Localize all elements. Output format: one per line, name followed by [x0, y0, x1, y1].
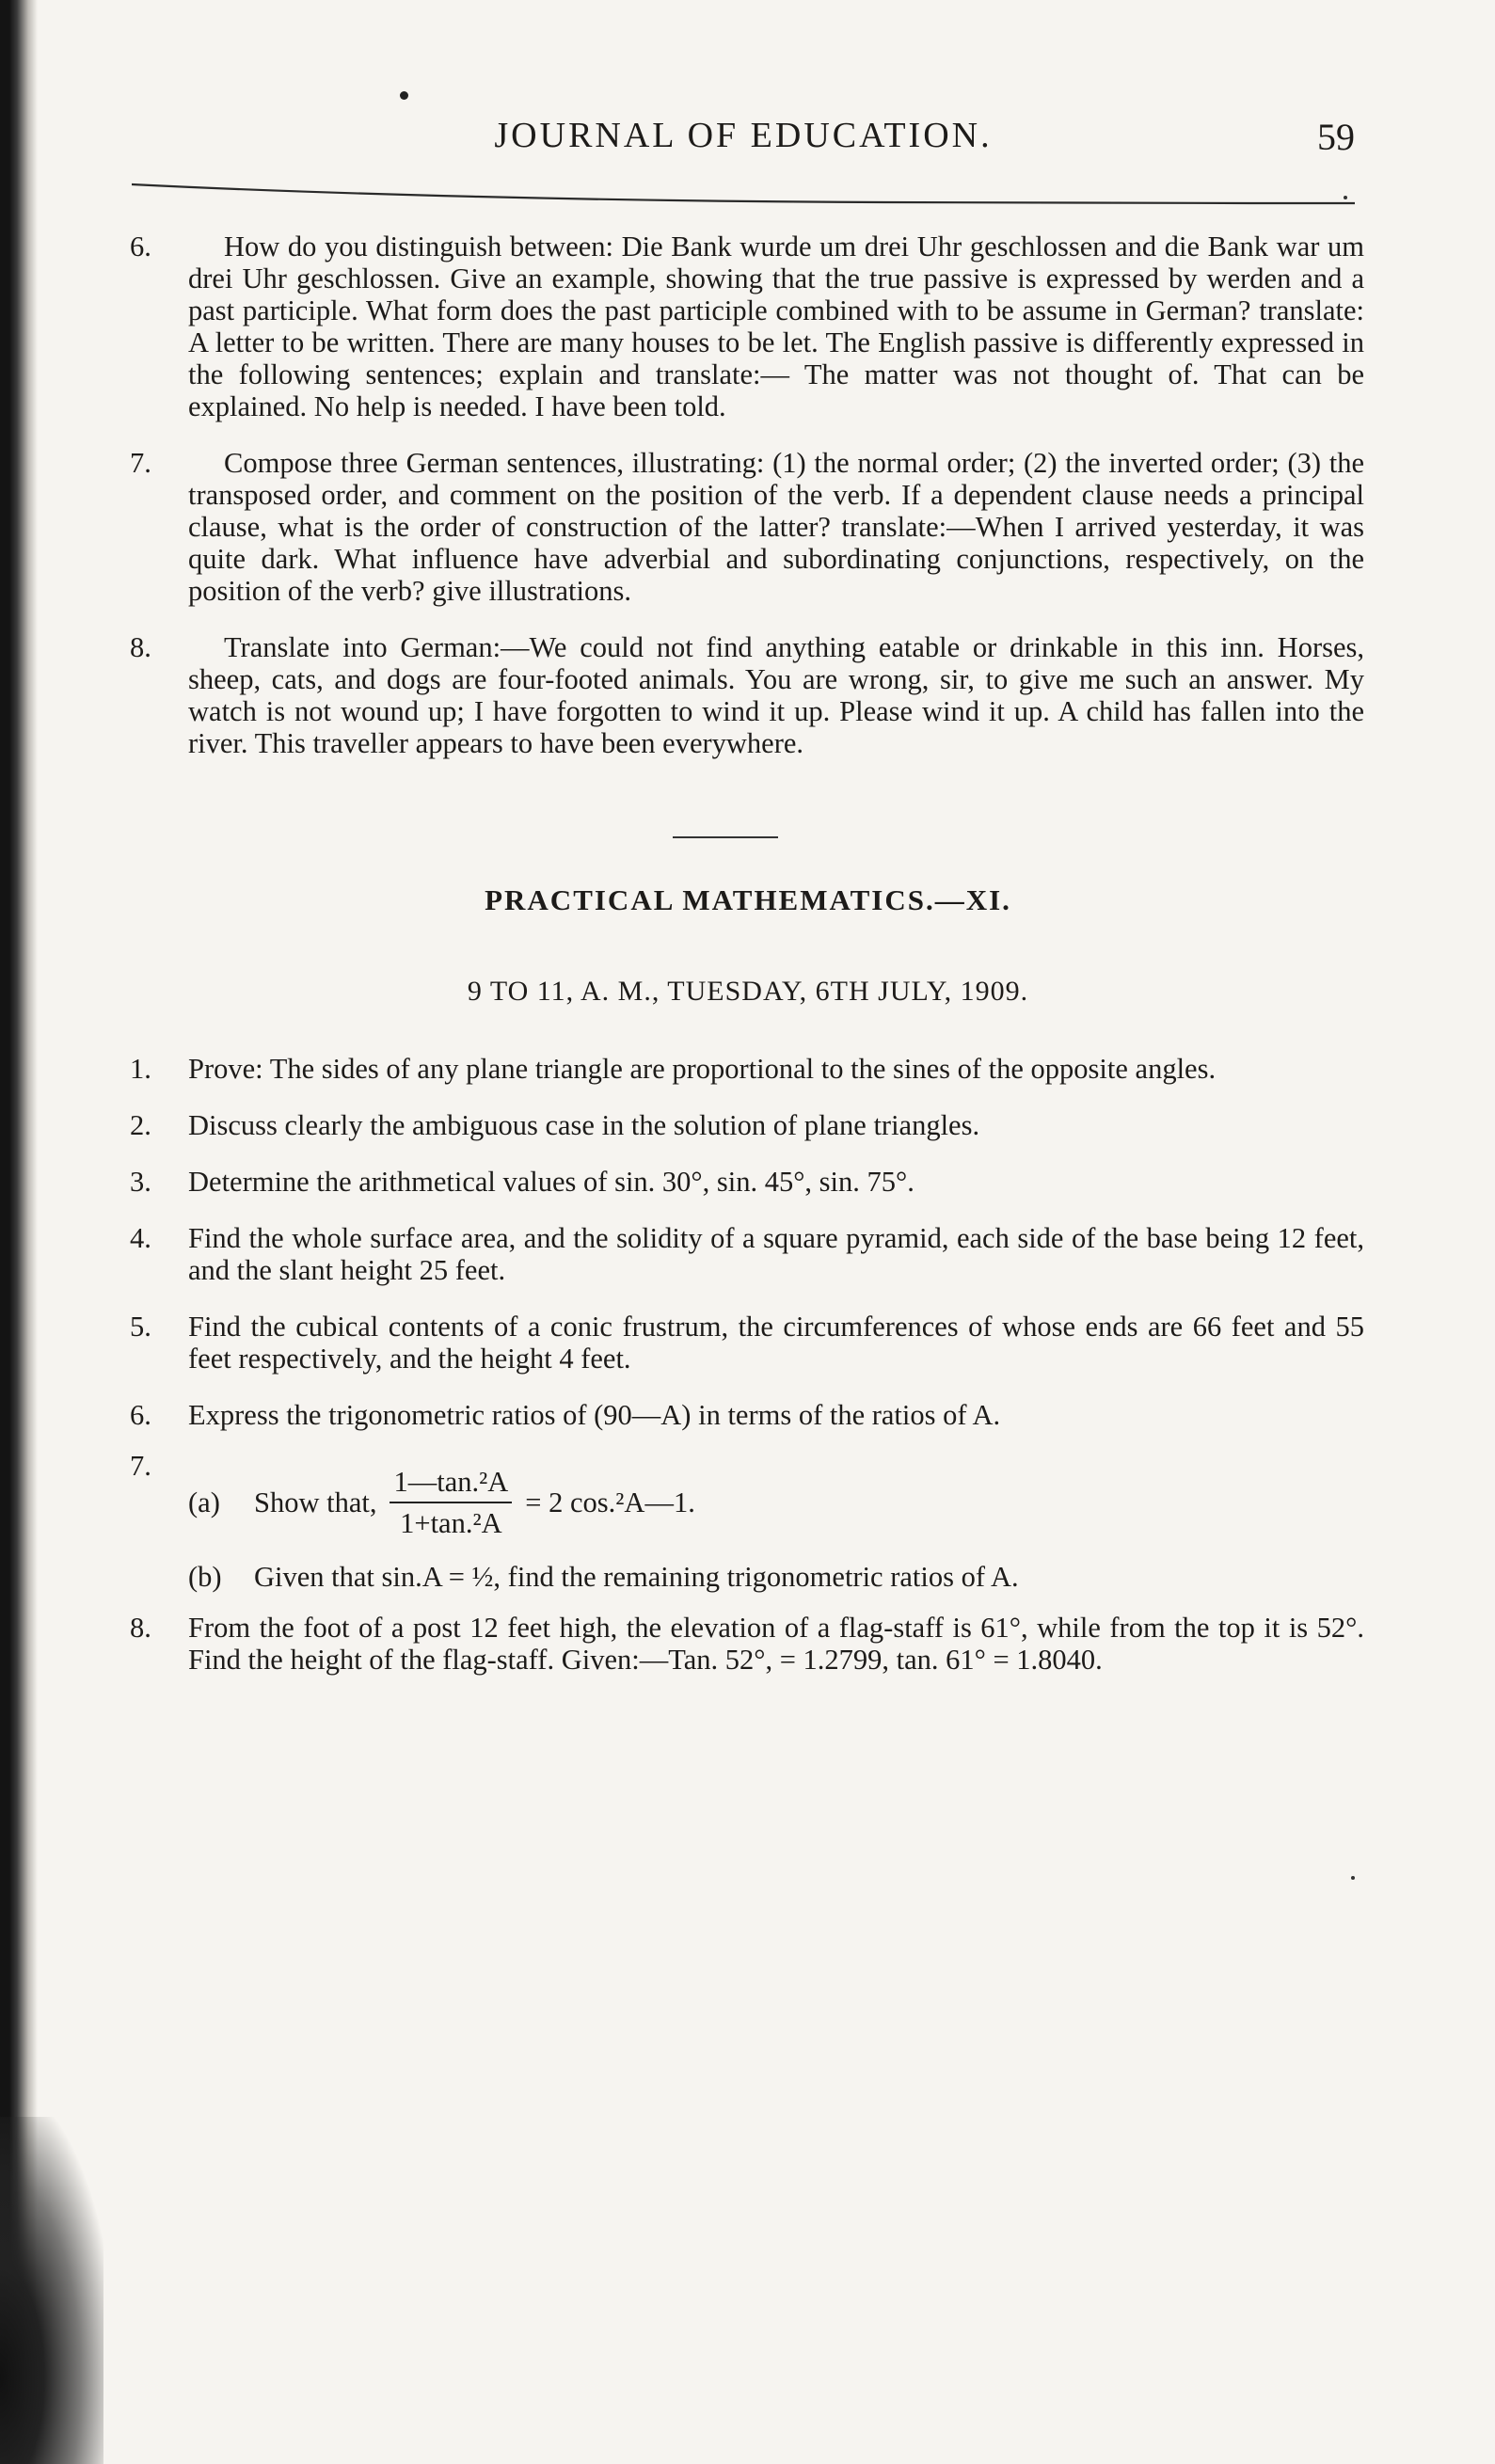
identity-result: = 2 cos.²A—1. [525, 1486, 695, 1518]
section-title: PRACTICAL MATHEMATICS.—XI. [485, 883, 1011, 916]
question-text: Find the cubical contents of a conic frustrum, the circumferences of whose ends are 66 feet and 55 feet respectively, and the height 4 feet. [188, 1311, 1364, 1375]
section-divider [673, 836, 778, 838]
running-title: JOURNAL OF EDUCATION. [494, 116, 993, 155]
question-text: From the foot of a post 12 feet high, the elevation of a flag-staff is 61°, while from the top it is 52°. Find the height of the flag-staff. Given:—Tan. 52°, = 1.2799, tan. 61° = 1.8040. [188, 1612, 1364, 1676]
fraction [390, 1466, 512, 1539]
math-question [132, 1053, 1364, 1085]
exam-time: 9 TO 11, A. M., TUESDAY, 6TH JULY, 1909. [467, 976, 1029, 1007]
question-text: Translate into German:—We could not find anything eatable or drinkable in this inn. Horses, sheep, cats, and dogs are four-footed animals. You are wrong, sir, to give me such an answer. My watch is not wound up; I have forgotten to wind it up. Please wind it up. A child has fallen into the river. This traveller appears to have been everywhere. [188, 631, 1364, 759]
page-header [132, 115, 1355, 171]
fraction-numerator: 1—tan.²A [390, 1466, 512, 1503]
math-question [132, 1311, 1364, 1375]
question-number: 7. [130, 447, 151, 479]
question-text: Express the trigonometric ratios of (90—A) in terms of the ratios of A. [188, 1399, 1001, 1431]
question-text: Compose three German sentences, illustrating: (1) the normal order; (2) the inverted order; (3) the transposed order, and comment on the position of the verb. If a dependent clause needs a principal clause, what is the order of construction of the latter? translate:—When I arrived yesterday, it was quite dark. What influence have adverbial and subordinating conjunctions, respectively, on the position of the verb? give illustrations. [188, 447, 1364, 607]
binding-stain [0, 2117, 103, 2464]
header-dot [400, 91, 408, 100]
header-rule [132, 179, 1355, 207]
math-question [132, 1166, 1364, 1198]
fraction-denominator: 1+tan.²A [400, 1507, 502, 1539]
question-number: 8. [130, 1612, 151, 1644]
math-question [132, 1399, 1364, 1431]
question-text: Find the whole surface area, and the solidity of a square pyramid, each side of the base being 12 feet, and the slant height 25 feet. [188, 1222, 1364, 1286]
margin-speck [1351, 1876, 1355, 1880]
question-number: 6. [130, 1399, 151, 1431]
question-text: Prove: The sides of any plane triangle are proportional to the sines of the opposite angles. [188, 1053, 1217, 1085]
part-b-label: (b) [188, 1561, 222, 1593]
part-a [188, 1450, 1364, 1555]
page-number: 59 [1317, 116, 1355, 158]
question-number: 5. [130, 1311, 151, 1343]
question-text: Discuss clearly the ambiguous case in the solution of plane triangles. [188, 1109, 980, 1141]
margin-speck [1344, 196, 1347, 199]
part-b-text: Given that sin.A = ½, find the remaining trigonometric ratios of A. [254, 1561, 1019, 1593]
math-question [132, 1612, 1364, 1676]
question-text: How do you distinguish between: Die Bank wurde um drei Uhr geschlossen and die Bank war um drei Uhr geschlossen. Give an example, showing that the true passive is expressed by werden and a past participle. What form does the past participle combined with to be assume in German? translate: A letter to be written. There are many houses to be let. The English passive is differently expressed in the following sentences; explain and translate:— The matter was not thought of. That can be explained. No help is needed. I have been told. [188, 231, 1364, 422]
question-number: 4. [130, 1222, 151, 1254]
binding-edge [0, 0, 38, 2464]
math-question [132, 1222, 1364, 1286]
math-question-7 [132, 1450, 1364, 1593]
question-number: 1. [130, 1053, 151, 1085]
part-b [188, 1561, 1364, 1593]
question-number: 7. [130, 1450, 151, 1482]
question-number: 6. [130, 231, 151, 262]
german-question [132, 231, 1364, 422]
question-text: Determine the arithmetical values of sin. 30°, sin. 45°, sin. 75°. [188, 1166, 914, 1198]
part-a-stem: Show that, [254, 1486, 377, 1518]
math-question [132, 1109, 1364, 1141]
part-a-label: (a) [188, 1486, 220, 1518]
german-question [132, 447, 1364, 607]
page-content [132, 231, 1364, 1676]
question-number: 3. [130, 1166, 151, 1198]
german-question [132, 631, 1364, 759]
question-number: 2. [130, 1109, 151, 1141]
question-number: 8. [130, 631, 151, 663]
